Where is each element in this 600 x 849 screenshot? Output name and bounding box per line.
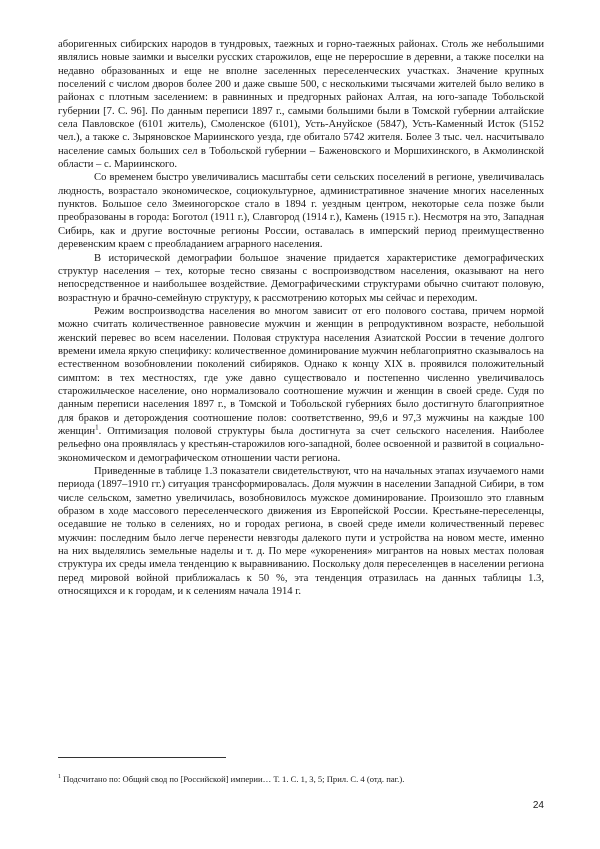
- paragraph-2: Со временем быстро увеличивались масштабы сети сельских поселений в регионе, увеличивалась людность, возрастало экономическое, социокультурное, административное значение многих населенных пунктов. Большое село Змеиногорское стало в 1894 г. уездным центром, некоторые села позже были преобразованы в города: Боготол (1911 г.), Славгород (1914 г.), Камень (1915 г.). Несмотря на это, Западная Сибирь, как и другие восточные регионы России, оставалась в имперский период преимущественно деревенским краем с преобладанием аграрного населения.: [58, 172, 544, 251]
- page-body: [58, 38, 544, 598]
- footnote-text: Подсчитано по: Общий свод по [Российской] империи… Т. 1. С. 1, 3, 5; Прил. С. 4 (отд. паг.).: [61, 774, 405, 784]
- page-number: 24: [532, 800, 544, 811]
- footnote-marker: 1: [58, 774, 61, 781]
- paragraph-3: В исторической демографии большое значение придается характеристике демографических структур населения – тех, которые тесно связаны с воспроизводством населения, оказывают на него непосредственное и наибольшее воздействие. Демографическими структурами обычно считают половую, возрастную и брачно-семейную структуру, к рассмотрению которых мы сейчас и переходим.: [58, 252, 544, 304]
- paragraph-4-text-a: Режим воспроизводства населения во многом зависит от его полового состава, причем нормой можно считать количественное равновесие мужчин и женщин в репродуктивном возрасте, небольшой женский перевес во всем населении. Половая структура населения Азиатской России в течение долгого времени имела яркую специфику: количественное доминирование мужчин неблагоприятно сказывалось на естественном возобновлении поколений сибиряков. Однако к концу XIX в. проявился положительный симптом: в тех местностях, где уже давно существовало и постепенно численно увеличивалось старожильческое население, оно нормализовало соотношение мужчин и женщин в своей среде. Судя по данным переписи населения 1897 г., в Томской и Тобольской губерниях было достигнуто благоприятное для браков и деторождения соотношение полов: соответственно, 99,6 и 97,3 мужчины на каждые 100 женщин: [58, 305, 544, 437]
- footnote-reference[interactable]: 1: [95, 423, 99, 432]
- paragraph-4: [58, 305, 544, 465]
- paragraph-1: аборигенных сибирских народов в тундровых, таежных и горно-таежных районах. Столь же небольшими являлись новые заимки и выселки русских старожилов, еще не переросшие в деревни, а также поселки на недавно образованных и еще не вполне заселенных переселенческих участках. Значение крупных поселений с числом дворов более 200 и даже свыше 500, с несколькими тысячами жителей было велико в районах с плотным заселением: в равнинных и предгорных районах Алтая, на юго-западе Тобольской губернии [7. С. 96]. По данным переписи 1897 г., самыми большими были в Томской губернии алтайские села Павловское (6101 житель), Смоленское (6101), Усть-Ануйское (5847), Усть-Каменный Исток (5152 чел.), а также с. Зыряновское Мариинского уезда, где обитало 5742 жителя. Более 3 тыс. чел. насчитывало население самых больших сел в Тобольской губернии – Баженовского и Моршихинского, в Акмолинской области – с. Мариинского.: [58, 39, 544, 171]
- paragraph-5: Приведенные в таблице 1.3 показатели свидетельствуют, что на начальных этапах изучаемого нами периода (1897–1910 гг.) ситуация трансформировалась. Доля мужчин в населении Западной Сибири, в том числе сельском, заметно увеличилась, возобновилось мужское доминирование. Произошло это главным образом в ходе массового переселенческого движения из Европейской России. Крестьяне-переселенцы, оседавшие не только в селениях, но и городах региона, в своей среде имели количественный перевес мужчин: последним было легче перенести невзгоды далекого пути и устройства на новом месте, именно на них выделялись земельные наделы и т. д. По мере «укоренения» мигрантов на новых местах половая структура их среды имела тенденцию к выравниванию. Поскольку доля переселенцев в населении региона перед мировой войной приближалась к 50 %, эта тенденция отразилась на данных таблицы 1.3, относящихся и к городам, и к селениям начала 1914 г.: [58, 466, 544, 598]
- footnote-divider: [58, 757, 226, 758]
- footnote: [58, 774, 544, 785]
- paragraph-4-text-b: . Оптимизация половой структуры была достигнута за счет сельского населения. Наиболее рельефно она проявлялась у крестьян-старожилов юго-западной, более освоенной и развитой в социально-экономическом и демографическом отношении части региона.: [58, 425, 544, 464]
